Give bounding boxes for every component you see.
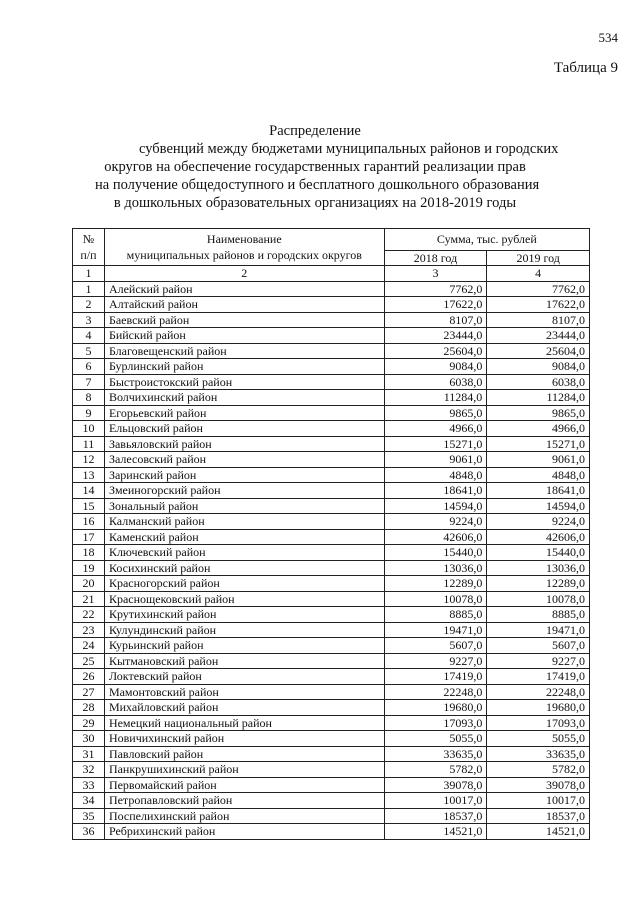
document-title bbox=[95, 122, 559, 212]
table-row bbox=[73, 669, 590, 685]
table-row bbox=[73, 359, 590, 375]
row-number: 6 bbox=[73, 359, 105, 375]
value-2019: 17419,0 bbox=[487, 669, 590, 685]
value-2018: 18537,0 bbox=[384, 808, 487, 824]
district-name: Каменский район bbox=[104, 529, 384, 545]
page-number: 534 bbox=[598, 30, 618, 45]
district-name: Завьяловский район bbox=[104, 436, 384, 452]
row-number: 27 bbox=[73, 684, 105, 700]
row-number: 20 bbox=[73, 576, 105, 592]
value-2019: 6038,0 bbox=[487, 374, 590, 390]
district-name: Алтайский район bbox=[104, 297, 384, 313]
value-2018: 10017,0 bbox=[384, 793, 487, 809]
value-2018: 17093,0 bbox=[384, 715, 487, 731]
column-number: 3 bbox=[384, 266, 487, 282]
row-number: 1 bbox=[73, 281, 105, 297]
row-number: 21 bbox=[73, 591, 105, 607]
table-row bbox=[73, 560, 590, 576]
table-row bbox=[73, 591, 590, 607]
value-2018: 9084,0 bbox=[384, 359, 487, 375]
row-number: 29 bbox=[73, 715, 105, 731]
value-2018: 10078,0 bbox=[384, 591, 487, 607]
row-number: 33 bbox=[73, 777, 105, 793]
table-row bbox=[73, 808, 590, 824]
table-row bbox=[73, 467, 590, 483]
value-2019: 17622,0 bbox=[487, 297, 590, 313]
header-num bbox=[73, 229, 105, 266]
value-2019: 18537,0 bbox=[487, 808, 590, 824]
value-2018: 12289,0 bbox=[384, 576, 487, 592]
district-name: Ребрихинский район bbox=[104, 824, 384, 840]
value-2019: 11284,0 bbox=[487, 390, 590, 406]
row-number: 13 bbox=[73, 467, 105, 483]
value-2019: 9865,0 bbox=[487, 405, 590, 421]
district-name: Заринский район bbox=[104, 467, 384, 483]
district-name: Бийский район bbox=[104, 328, 384, 344]
value-2019: 5607,0 bbox=[487, 638, 590, 654]
row-number: 31 bbox=[73, 746, 105, 762]
row-number: 25 bbox=[73, 653, 105, 669]
district-name: Алейский район bbox=[104, 281, 384, 297]
district-name: Немецкий национальный район bbox=[104, 715, 384, 731]
table-row bbox=[73, 777, 590, 793]
value-2018: 33635,0 bbox=[384, 746, 487, 762]
district-name: Ключевский район bbox=[104, 545, 384, 561]
district-name: Поспелихинский район bbox=[104, 808, 384, 824]
value-2019: 8107,0 bbox=[487, 312, 590, 328]
column-number: 1 bbox=[73, 266, 105, 282]
value-2018: 9865,0 bbox=[384, 405, 487, 421]
district-name: Михайловский район bbox=[104, 700, 384, 716]
header-num-line2: п/п bbox=[80, 248, 97, 262]
value-2018: 19471,0 bbox=[384, 622, 487, 638]
value-2018: 25604,0 bbox=[384, 343, 487, 359]
table-row bbox=[73, 653, 590, 669]
district-name: Павловский район bbox=[104, 746, 384, 762]
value-2018: 9224,0 bbox=[384, 514, 487, 530]
district-name: Петропавловский район bbox=[104, 793, 384, 809]
value-2019: 9227,0 bbox=[487, 653, 590, 669]
row-number: 9 bbox=[73, 405, 105, 421]
district-name: Новичихинский район bbox=[104, 731, 384, 747]
row-number: 7 bbox=[73, 374, 105, 390]
table-row bbox=[73, 436, 590, 452]
value-2019: 12289,0 bbox=[487, 576, 590, 592]
table-row bbox=[73, 297, 590, 313]
district-name: Егорьевский район bbox=[104, 405, 384, 421]
header-num-line1: № bbox=[82, 232, 95, 246]
table-row bbox=[73, 452, 590, 468]
row-number: 3 bbox=[73, 312, 105, 328]
value-2019: 5782,0 bbox=[487, 762, 590, 778]
table-row bbox=[73, 762, 590, 778]
row-number: 18 bbox=[73, 545, 105, 561]
value-2019: 22248,0 bbox=[487, 684, 590, 700]
title-line: субвенций между бюджетами муниципальных районов и городских bbox=[139, 141, 559, 157]
row-number: 10 bbox=[73, 421, 105, 437]
district-name: Красногорский район bbox=[104, 576, 384, 592]
district-name: Волчихинский район bbox=[104, 390, 384, 406]
row-number: 26 bbox=[73, 669, 105, 685]
value-2018: 18641,0 bbox=[384, 483, 487, 499]
row-number: 23 bbox=[73, 622, 105, 638]
table-row bbox=[73, 281, 590, 297]
district-name: Панкрушихинский район bbox=[104, 762, 384, 778]
value-2018: 22248,0 bbox=[384, 684, 487, 700]
value-2019: 15440,0 bbox=[487, 545, 590, 561]
district-name: Косихинский район bbox=[104, 560, 384, 576]
table-row bbox=[73, 793, 590, 809]
value-2019: 8885,0 bbox=[487, 607, 590, 623]
value-2018: 17622,0 bbox=[384, 297, 487, 313]
value-2019: 13036,0 bbox=[487, 560, 590, 576]
header-sum: Сумма, тыс. рублей bbox=[384, 229, 589, 251]
district-name: Локтевский район bbox=[104, 669, 384, 685]
value-2019: 39078,0 bbox=[487, 777, 590, 793]
value-2018: 8107,0 bbox=[384, 312, 487, 328]
table-row bbox=[73, 715, 590, 731]
table-row bbox=[73, 684, 590, 700]
value-2018: 23444,0 bbox=[384, 328, 487, 344]
district-name: Кытмановский район bbox=[104, 653, 384, 669]
value-2019: 18641,0 bbox=[487, 483, 590, 499]
header-name bbox=[104, 229, 384, 266]
value-2019: 33635,0 bbox=[487, 746, 590, 762]
value-2018: 8885,0 bbox=[384, 607, 487, 623]
table-row bbox=[73, 374, 590, 390]
table-row bbox=[73, 746, 590, 762]
row-number: 4 bbox=[73, 328, 105, 344]
row-number: 28 bbox=[73, 700, 105, 716]
value-2018: 5607,0 bbox=[384, 638, 487, 654]
value-2019: 19680,0 bbox=[487, 700, 590, 716]
table-row bbox=[73, 483, 590, 499]
table-row bbox=[73, 405, 590, 421]
value-2019: 5055,0 bbox=[487, 731, 590, 747]
table-row bbox=[73, 700, 590, 716]
row-number: 30 bbox=[73, 731, 105, 747]
header-year-2018: 2018 год bbox=[384, 250, 487, 266]
district-name: Курьинский район bbox=[104, 638, 384, 654]
row-number: 35 bbox=[73, 808, 105, 824]
value-2019: 25604,0 bbox=[487, 343, 590, 359]
district-name: Мамонтовский район bbox=[104, 684, 384, 700]
district-name: Бурлинский район bbox=[104, 359, 384, 375]
value-2018: 7762,0 bbox=[384, 281, 487, 297]
value-2019: 10017,0 bbox=[487, 793, 590, 809]
table-body bbox=[73, 281, 590, 839]
row-number: 24 bbox=[73, 638, 105, 654]
district-name: Ельцовский район bbox=[104, 421, 384, 437]
value-2018: 11284,0 bbox=[384, 390, 487, 406]
header-year-2019: 2019 год bbox=[487, 250, 590, 266]
row-number: 12 bbox=[73, 452, 105, 468]
row-number: 16 bbox=[73, 514, 105, 530]
column-number-row bbox=[73, 266, 590, 282]
table-row bbox=[73, 638, 590, 654]
table-row bbox=[73, 328, 590, 344]
value-2018: 42606,0 bbox=[384, 529, 487, 545]
title-line: Распределение bbox=[269, 123, 361, 139]
title-line: на получение общедоступного и бесплатного дошкольного образования bbox=[95, 177, 540, 193]
table-row bbox=[73, 576, 590, 592]
value-2018: 15440,0 bbox=[384, 545, 487, 561]
value-2018: 9061,0 bbox=[384, 452, 487, 468]
value-2019: 19471,0 bbox=[487, 622, 590, 638]
value-2018: 5782,0 bbox=[384, 762, 487, 778]
value-2018: 17419,0 bbox=[384, 669, 487, 685]
row-number: 36 bbox=[73, 824, 105, 840]
value-2019: 23444,0 bbox=[487, 328, 590, 344]
row-number: 34 bbox=[73, 793, 105, 809]
value-2018: 4966,0 bbox=[384, 421, 487, 437]
value-2019: 7762,0 bbox=[487, 281, 590, 297]
table-row bbox=[73, 529, 590, 545]
table-row bbox=[73, 545, 590, 561]
value-2019: 9084,0 bbox=[487, 359, 590, 375]
column-number: 2 bbox=[104, 266, 384, 282]
table-row bbox=[73, 421, 590, 437]
district-name: Змеиногорский район bbox=[104, 483, 384, 499]
table-row bbox=[73, 622, 590, 638]
value-2019: 14594,0 bbox=[487, 498, 590, 514]
value-2018: 6038,0 bbox=[384, 374, 487, 390]
value-2018: 15271,0 bbox=[384, 436, 487, 452]
row-number: 8 bbox=[73, 390, 105, 406]
value-2019: 17093,0 bbox=[487, 715, 590, 731]
district-name: Краснощековский район bbox=[104, 591, 384, 607]
title-line: в дошкольных образовательных организациях на 2018-2019 годы bbox=[113, 195, 517, 211]
district-name: Кулундинский район bbox=[104, 622, 384, 638]
table-row bbox=[73, 731, 590, 747]
value-2019: 14521,0 bbox=[487, 824, 590, 840]
row-number: 5 bbox=[73, 343, 105, 359]
row-number: 22 bbox=[73, 607, 105, 623]
value-2019: 4966,0 bbox=[487, 421, 590, 437]
value-2018: 9227,0 bbox=[384, 653, 487, 669]
value-2018: 4848,0 bbox=[384, 467, 487, 483]
value-2019: 10078,0 bbox=[487, 591, 590, 607]
value-2018: 19680,0 bbox=[384, 700, 487, 716]
district-name: Крутихинский район bbox=[104, 607, 384, 623]
value-2019: 15271,0 bbox=[487, 436, 590, 452]
district-name: Быстроистокский район bbox=[104, 374, 384, 390]
table-row bbox=[73, 343, 590, 359]
district-name: Зональный район bbox=[104, 498, 384, 514]
row-number: 14 bbox=[73, 483, 105, 499]
district-name: Благовещенский район bbox=[104, 343, 384, 359]
value-2018: 14594,0 bbox=[384, 498, 487, 514]
row-number: 32 bbox=[73, 762, 105, 778]
header-name-line2: муниципальных районов и городских округов bbox=[126, 248, 362, 262]
value-2019: 9061,0 bbox=[487, 452, 590, 468]
header-name-line1: Наименование bbox=[206, 232, 282, 246]
row-number: 2 bbox=[73, 297, 105, 313]
district-name: Калманский район bbox=[104, 514, 384, 530]
table-label: Таблица 9 bbox=[553, 60, 618, 76]
table-row bbox=[73, 824, 590, 840]
value-2018: 13036,0 bbox=[384, 560, 487, 576]
row-number: 17 bbox=[73, 529, 105, 545]
subventions-table bbox=[72, 228, 590, 840]
row-number: 11 bbox=[73, 436, 105, 452]
district-name: Залесовский район bbox=[104, 452, 384, 468]
title-line: округов на обеспечение государственных гарантий реализации прав bbox=[104, 159, 526, 175]
column-number: 4 bbox=[487, 266, 590, 282]
district-name: Первомайский район bbox=[104, 777, 384, 793]
table-row bbox=[73, 514, 590, 530]
value-2018: 14521,0 bbox=[384, 824, 487, 840]
value-2019: 4848,0 bbox=[487, 467, 590, 483]
value-2019: 42606,0 bbox=[487, 529, 590, 545]
table-row bbox=[73, 390, 590, 406]
row-number: 15 bbox=[73, 498, 105, 514]
district-name: Баевский район bbox=[104, 312, 384, 328]
value-2018: 5055,0 bbox=[384, 731, 487, 747]
value-2019: 9224,0 bbox=[487, 514, 590, 530]
row-number: 19 bbox=[73, 560, 105, 576]
table-row bbox=[73, 498, 590, 514]
table-row bbox=[73, 312, 590, 328]
table-row bbox=[73, 607, 590, 623]
value-2018: 39078,0 bbox=[384, 777, 487, 793]
